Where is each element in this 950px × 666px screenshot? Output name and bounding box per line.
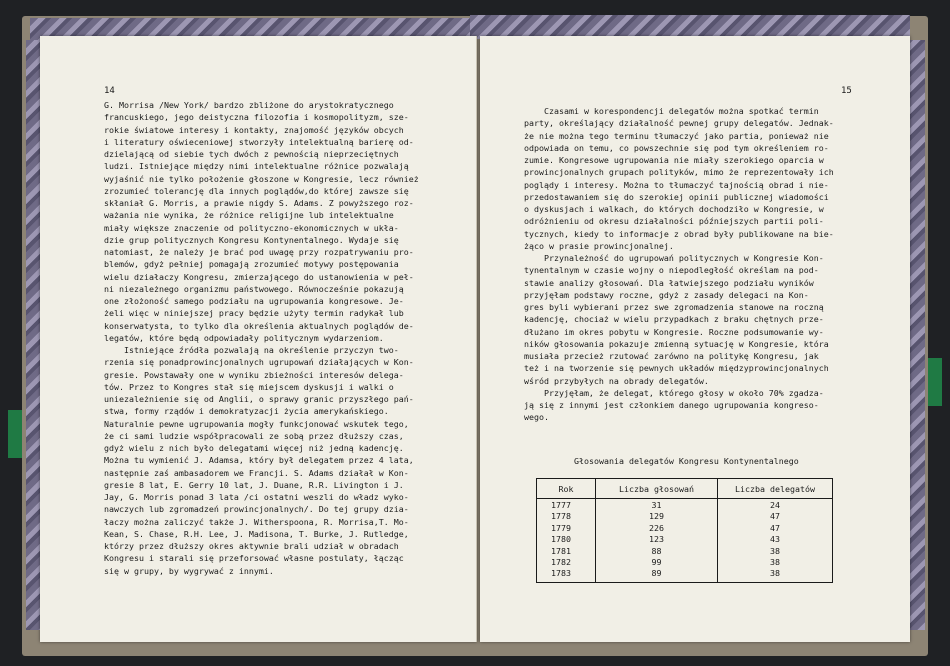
text-line: ją się z innymi jest członkiem danego ugrupowania kongreso- bbox=[524, 400, 819, 410]
text-line: Można tu wymienić J. Adamsa, który był delegatem przez 4 lata, bbox=[104, 455, 414, 466]
text-line: Czasami w korespondencji delegatów można spotkać termin bbox=[524, 106, 819, 116]
table-row bbox=[537, 522, 833, 534]
text-line: ludzi. Istniejące między nimi intelektualne różnice pozwalają bbox=[104, 161, 409, 172]
votes-table bbox=[536, 478, 833, 583]
text-line: przyjęłam podstawy roczne, gdyż z zasady delegaci na Kon- bbox=[524, 289, 809, 300]
table-row bbox=[537, 568, 833, 583]
table-cell: 129 bbox=[596, 511, 718, 523]
text-line: następnie zaś ambasadorem we Francji. S. Adams działał w Kon- bbox=[104, 467, 409, 478]
page-number: 14 bbox=[104, 86, 115, 96]
table-cell: 47 bbox=[718, 522, 833, 534]
text-line: kadencję, chociaż w wielu przypadkach z braku chętnych prze- bbox=[524, 314, 824, 325]
page-number: 15 bbox=[841, 86, 852, 96]
text-line: francuskiego, jego deistyczna filozofia i kosmopolityzm, sze- bbox=[104, 112, 409, 123]
text-line: G. Morrisa /New York/ bardzo zbliżone do arystokratycznego bbox=[104, 100, 394, 110]
table-cell: 38 bbox=[718, 557, 833, 569]
left-page bbox=[40, 36, 477, 642]
table-cell: 99 bbox=[596, 557, 718, 569]
text-line: odpowiada on temu, co powszechnie się pod tym określeniem ro- bbox=[524, 142, 829, 153]
text-line: odróżnieniu od okresu działalności późniejszych partii poli- bbox=[524, 216, 824, 227]
text-line: łaczy można zaliczyć także J. Witherspoona, R. Morrisa,T. Mo- bbox=[104, 516, 409, 527]
text-line: przedostawaniem się do szerokiej opinii publicznej wiadomości bbox=[524, 191, 829, 202]
table-cell: 1777 bbox=[537, 499, 596, 511]
column-header: Liczba delegatów bbox=[718, 479, 833, 499]
text-line: stwa, formy rządów i demokratyzacji życia amerykańskiego. bbox=[104, 406, 389, 417]
table-row bbox=[537, 557, 833, 569]
text-line: tynentalnym w czasie wojny o niepodległość określam na pod- bbox=[524, 265, 819, 276]
text-line: ników głosowania pokazuje zmienną sytuację w Kongresie, która bbox=[524, 338, 829, 349]
text-line: wielu działaczy Kongresu, zmierzającego do ustanowienia w peł- bbox=[104, 271, 414, 282]
text-line: legatów, które będą odpowiadały politycznym wydarzeniom. bbox=[104, 332, 384, 343]
table-row bbox=[537, 545, 833, 557]
text-line: zrozumieć tolerancję dla innych poglądów,do której zawsze się bbox=[104, 185, 409, 196]
text-line: ni niezależnego organizmu państwowego. Równocześnie pokazują bbox=[104, 283, 404, 294]
text-line: wyjaśnić nie tylko położenie głoszone w Kongresie, lecz również bbox=[104, 173, 419, 184]
table-row bbox=[537, 499, 833, 511]
text-line: blemów, gdyż pełniej pomagają zrozumieć motywy postępowania bbox=[104, 259, 399, 270]
text-line: gresie. Powstawały one w wyniku zbieżności interesów delega- bbox=[104, 369, 404, 380]
table-cell: 89 bbox=[596, 568, 718, 583]
text-line: gdyż wielu z nich było delegatami więcej niż jedną kadencję. bbox=[104, 443, 404, 453]
text-line: Przyjęłam, że delegat, którego głosy w około 70% zgadza- bbox=[524, 387, 824, 398]
column-header: Liczba głosowań bbox=[596, 479, 718, 499]
table-cell: 123 bbox=[596, 534, 718, 546]
table-caption: Głosowania delegatów Kongresu Kontynentalnego bbox=[574, 456, 799, 466]
text-line: Kongresu i starali się przeforsować własne postulaty, łącząc bbox=[104, 553, 404, 564]
text-line: rzenia się ponadprowincjonalnych ugrupowań działających w Kon- bbox=[104, 357, 414, 368]
text-line: rokie światowe interesy i kontakty, znajomość języków obcych bbox=[104, 124, 404, 135]
text-line: one złożoność samego podziału na ugrupowania kongresowe. Je- bbox=[104, 296, 404, 306]
table-cell: 31 bbox=[596, 499, 718, 511]
text-line: party, określający działalność pewnej grupy delegatów. Jednak- bbox=[524, 118, 834, 129]
text-line: zumie. Kongresowe ugrupowania nie miały szerokiego oparcia w bbox=[524, 155, 824, 165]
text-line: dzielającą od siebie tych dwóch z pewnością nieprzeciętnych bbox=[104, 149, 399, 159]
text-line: musiała przecież rzutować zarówno na politykę Kongresu, jak bbox=[524, 351, 819, 361]
text-line: konserwatysta, to tylko dla określenia aktualnych poglądów de- bbox=[104, 320, 414, 331]
text-line: gres byli wybierani przez swe zgromadzenia stanowe na roczną bbox=[524, 302, 824, 312]
text-line: Kean, S. Chase, R.H. Lee, J. Madisona, T. Burke, J. Rutledge, bbox=[104, 528, 409, 539]
text-line: natomiast, że należy je brać pod uwagę przy rozpatrywaniu pro- bbox=[104, 247, 414, 257]
text-line: dzie grup politycznych Kongresu Kontynentalnego. Wydaje się bbox=[104, 234, 399, 245]
text-line: wego. bbox=[524, 412, 549, 423]
text-line: się w grupy, by wygrywać z innymi. bbox=[104, 565, 274, 576]
page-text bbox=[524, 105, 880, 424]
text-line: że nie można tego terminu tłumaczyć jako partia, ponieważ nie bbox=[524, 130, 829, 141]
table-cell: 38 bbox=[718, 545, 833, 557]
text-line: o dyskusjach i walkach, do których dochodziło w Kongresie, w bbox=[524, 204, 824, 214]
table-cell: 38 bbox=[718, 568, 833, 583]
bookmark-tab bbox=[928, 358, 942, 406]
text-line: miały większe znaczenie od polityczno-ekonomicznych w ukła- bbox=[104, 222, 399, 233]
text-line: Naturalnie pewne ugrupowania mogły funkcjonować wskutek tego, bbox=[104, 418, 409, 429]
text-line: wśród przybyłych na obrady delegatów. bbox=[524, 375, 709, 386]
text-line: też i na tworzenie się pewnych układów międzyprowincjonalnych bbox=[524, 363, 829, 374]
table-cell: 1781 bbox=[537, 545, 596, 557]
table-cell: 1783 bbox=[537, 568, 596, 583]
page-text bbox=[104, 99, 468, 577]
text-line: nawczych lub zgromadzeń prowincjonalnych/. Do tej grupy dzia- bbox=[104, 504, 409, 515]
table-row bbox=[537, 534, 833, 546]
text-line: dłużano im okres pobytu w Kongresie. Roczne podsumowanie wy- bbox=[524, 326, 824, 337]
text-line: poglądy i interesy. Można to tłumaczyć tajnością obrad i nie- bbox=[524, 179, 829, 190]
table-cell: 1778 bbox=[537, 511, 596, 523]
table-cell: 1780 bbox=[537, 534, 596, 546]
text-line: gresie 8 lat, E. Gerry 10 lat, J. Duane, R.R. Livington i J. bbox=[104, 479, 404, 490]
column-header: Rok bbox=[537, 479, 596, 499]
table-cell: 226 bbox=[596, 522, 718, 534]
text-line: stawie analizy głosowań. Dla łatwiejszego podziału wyników bbox=[524, 277, 814, 288]
table-cell: 1779 bbox=[537, 522, 596, 534]
text-line: którzy przez dłuższy okres aktywnie brali udział w obradach bbox=[104, 541, 399, 551]
text-line: tycznych, kiedy to informacje z obrad były publikowane na bie- bbox=[524, 228, 834, 239]
text-line: żąco w prasie prowincjonalnej. bbox=[524, 240, 674, 251]
table-cell: 47 bbox=[718, 511, 833, 523]
text-line: tów. Przez to Kongres stał się miejscem dyskusji i walki o bbox=[104, 381, 394, 392]
table-cell: 1782 bbox=[537, 557, 596, 569]
table-row bbox=[537, 511, 833, 523]
text-line: Jay, G. Morris ponad 3 lata /ci ostatni weszli do władz wyko- bbox=[104, 492, 409, 502]
text-line: żeli więc w niniejszej pracy będzie użyty termin radykał lub bbox=[104, 308, 404, 319]
text-line: że ci sami ludzie współpracowali ze sobą przez dłuższy czas, bbox=[104, 430, 404, 441]
table-cell: 88 bbox=[596, 545, 718, 557]
text-line: skłaniał G. Morris, a prawie nigdy S. Adams. Z powyższego roz- bbox=[104, 198, 414, 208]
table-cell: 24 bbox=[718, 499, 833, 511]
text-line: Istniejące źródła pozwalają na określenie przyczyn two- bbox=[104, 345, 399, 355]
text-line: i literatury oświeceniowej stworzyły intelektualną barierę od- bbox=[104, 136, 414, 147]
right-page bbox=[480, 36, 910, 642]
text-line: uniezależnienie się od Anglii, o sprawy granic przyszłego pań- bbox=[104, 394, 414, 404]
text-line: Przynależność do ugrupowań politycznych w Kongresie Kon- bbox=[524, 253, 824, 263]
table-header-row bbox=[537, 479, 833, 499]
text-line: prowincjonalnych grupach polityków, mimo że reprezentowały ich bbox=[524, 167, 834, 178]
text-line: ważania nie wynika, że różnice religijne lub intelektualne bbox=[104, 210, 394, 221]
bookmark-tab bbox=[8, 410, 22, 458]
table-cell: 43 bbox=[718, 534, 833, 546]
